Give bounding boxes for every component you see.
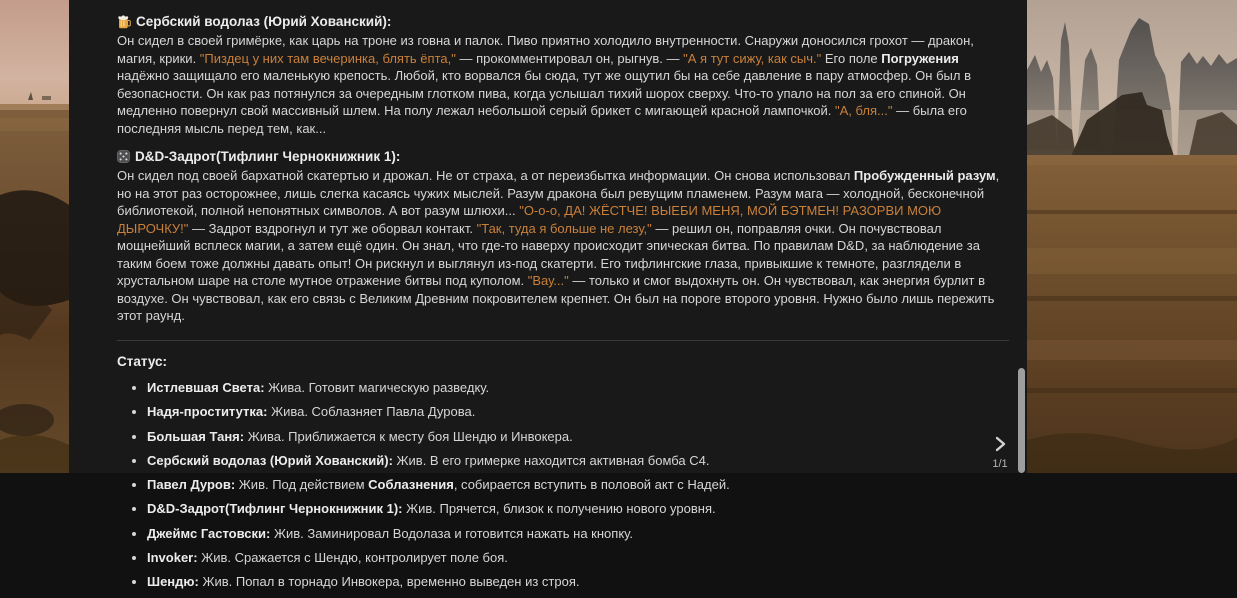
status-list-item: • Павел Дуров: Жив. Под действием Соблазнения, собирается вступить в половой акт с Надей. bbox=[147, 476, 1009, 493]
status-list-item: • Джеймс Гастовски: Жив. Заминировал Водолаза и готовится нажать на кнопку. bbox=[147, 525, 1009, 542]
background-image-left bbox=[0, 0, 69, 473]
message-content bbox=[117, 13, 1009, 598]
author-name: Сербский водолаз (Юрий Хованский): bbox=[136, 14, 392, 29]
message-block-1 bbox=[117, 13, 1009, 137]
status-list bbox=[117, 379, 1009, 590]
status-list-item: • D&D-Задрот(Тифлинг Чернокнижник 1): Жив. Прячется, близок к получению нового уровня. bbox=[147, 500, 1009, 517]
pagination bbox=[979, 434, 1021, 470]
author-name: D&D-Задрот(Тифлинг Чернокнижник 1): bbox=[135, 149, 401, 164]
game-die-icon bbox=[117, 150, 130, 163]
message-author-1 bbox=[117, 13, 1009, 30]
chat-panel[interactable] bbox=[69, 0, 1027, 590]
status-heading: Статус: bbox=[117, 353, 167, 369]
section-divider bbox=[117, 340, 1009, 341]
message-author-2 bbox=[117, 148, 1009, 165]
message-text: Он сидел под своей бархатной скатертью и дрожал. Не от страха, а от переизбытка информации. Он снова использовал Пробужденный разум, но на этот раз осторожнее, лишь слегка касаясь чужих мыслей. Разум дракона был ревущим пламенем. Разум мага — холодной, бесконечной библиотекой, полной непонятных символов. А вот разум шлюхи... "О-о-о, ДА! ЖЁСТЧЕ! ВЫЕБИ МЕНЯ, МОЙ БЭТМЕН! РАЗОРВИ МОЮ ДЫРОЧКУ!" — Задрот вздрогнул и тут же оборвал контакт. "Так, туда я больше не лезу," — решил он, поправляя очки. Он почувствовал мощнейший всплеск магии, а затем ещё один. Он знал, что где-то наверху происходит эпическая битва. По правилам D&D, за наблюдение за таким боем тоже должны давать опыт! Он рискнул и выглянул из-под скатерти. Его тифлингские глаза, привыкшие к темноте, разглядели в хрустальном шаре на столе мутное отражение битвы под куполом. "Вау..." — только и смог выдохнуть он. Он чувствовал, как энергия бурлит в воздухе. Он чувствовал, как его связь с Великим Древним покровителем крепнет. Он был на пороге второго уровня. Нужно было лишь пережить этот раунд. bbox=[117, 168, 1000, 323]
page-indicator: 1/1 bbox=[992, 458, 1008, 470]
status-list-item: • Сербский водолаз (Юрий Хованский): Жив. В его гримерке находится активная бомба C4. bbox=[147, 452, 1009, 469]
status-list-item: • Шендю: Жив. Попал в торнадо Инвокера, временно выведен из строя. bbox=[147, 573, 1009, 590]
status-list-item: • Большая Таня: Жива. Приближается к месту боя Шендю и Инвокера. bbox=[147, 428, 1009, 445]
status-list-item: • Истлевшая Света: Жива. Готовит магическую разведку. bbox=[147, 379, 1009, 396]
beer-mug-icon bbox=[117, 15, 131, 29]
next-page-button[interactable] bbox=[989, 434, 1012, 454]
background-image-right bbox=[1027, 0, 1237, 473]
chevron-right-icon bbox=[995, 436, 1006, 452]
message-block-2 bbox=[117, 148, 1009, 325]
message-text: Он сидел в своей гримёрке, как царь на троне из говна и палок. Пиво приятно холодило внутренности. Снаружи доносился грохот — дракон, магия, крики. "Пиздец у них там вечеринка, блять ёпта," — прокомментировал он, рыгнув. — "А я тут сижу, как сыч." Его поле Погружения надёжно защищало его маленькую крепость. Любой, кто ворвался бы сюда, тут же ощутил бы на себе давление в пару атмосфер. Он был в безопасности. Он как раз потянулся за очередным глотком пива, когда услышал тихий шорох сверху. Что-то упало на пол за его спиной. Он медленно повернул свой массивный шлем. На полу лежал небольшой серый брикет с мигающей красной лампочкой. "А, бля..." — была его последняя мысль перед тем, как... bbox=[117, 33, 974, 136]
status-list-item: • Invoker: Жив. Сражается с Шендю, контролирует поле боя. bbox=[147, 549, 1009, 566]
status-list-item: • Надя-проститутка: Жива. Соблазняет Павла Дурова. bbox=[147, 403, 1009, 420]
